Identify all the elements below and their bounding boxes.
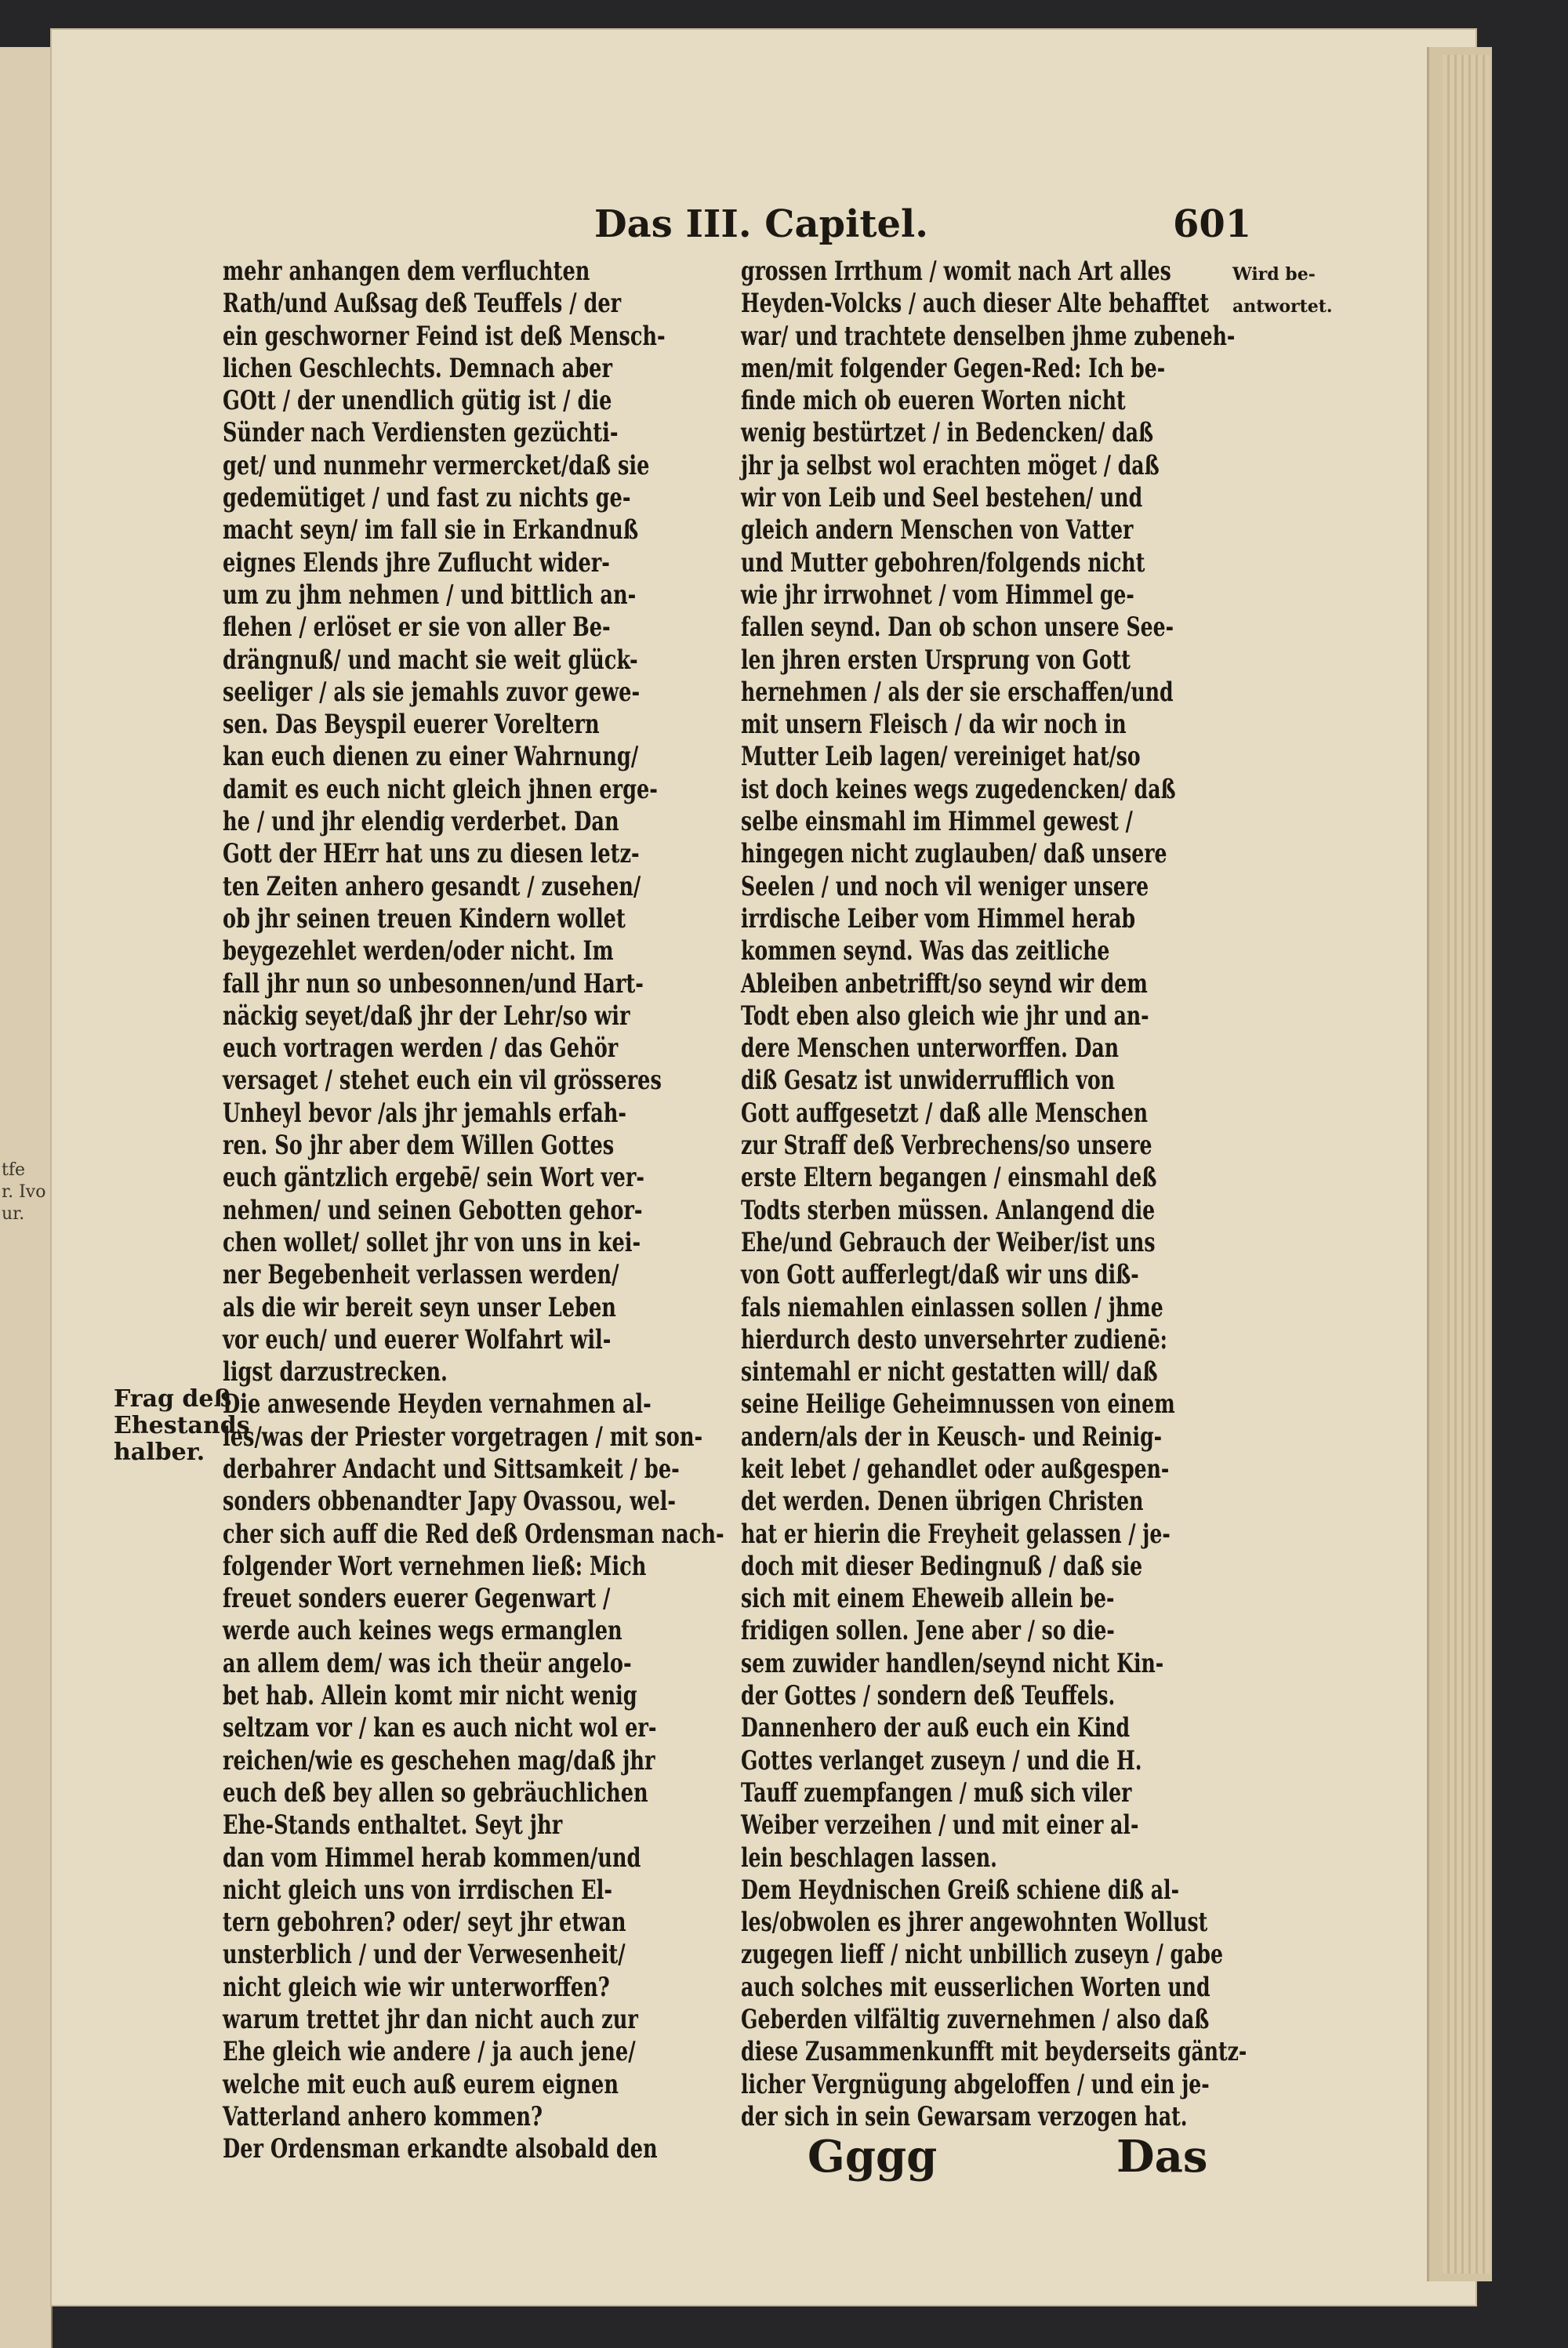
text-line: hierdurch desto unversehrter zudienē: xyxy=(741,1323,1167,1355)
text-line: eignes Elends jhre Zuflucht wider- xyxy=(223,546,610,578)
text-line: sich mit einem Eheweib allein be- xyxy=(741,1583,1115,1614)
text-line: fridigen sollen. Jene aber / so die- xyxy=(741,1615,1115,1646)
text-line: mit unsern Fleisch / da wir noch in xyxy=(741,709,1127,740)
text-line: diese Zusammenkunfft mit beyderseits gäntz- xyxy=(741,2036,1247,2067)
text-line: lein beschlagen lassen. xyxy=(741,1842,997,1873)
text-line: det werden. Denen übrigen Christen xyxy=(741,1486,1144,1517)
text-line: selbe einsmahl im Himmel gewest / xyxy=(741,806,1133,837)
text-line: Todt eben also gleich wie jhr und an- xyxy=(741,1000,1149,1031)
facing-page-edge xyxy=(0,47,53,2348)
text-line: Geberden vilfältig zuvernehmen / also daß xyxy=(741,2004,1210,2035)
text-line: keit lebet / gehandlet oder außgespen- xyxy=(741,1453,1170,1484)
text-line: nehmen/ und seinen Gebotten gehor- xyxy=(223,1194,643,1225)
text-line: der Gottes / sondern deß Teuffels. xyxy=(741,1680,1116,1711)
text-line: gedemütiget / und fast zu nichts ge- xyxy=(223,482,631,514)
signature-mark: Gggg xyxy=(808,2131,938,2183)
text-line: Mutter Leib lagen/ vereiniget hat/so xyxy=(741,741,1141,772)
page-number: 601 xyxy=(1173,202,1252,246)
facing-page-fragment: r. Ivo xyxy=(2,1182,46,1202)
text-line: grossen Irrthum / womit nach Art alles xyxy=(741,256,1171,286)
text-line: Heyden-Volcks / auch dieser Alte behafftet xyxy=(741,288,1210,319)
text-line: ob jhr seinen treuen Kindern wollet xyxy=(223,902,626,934)
text-line: len jhren ersten Ursprung von Gott xyxy=(741,644,1131,675)
text-line: damit es euch nicht gleich jhnen erge- xyxy=(223,773,658,804)
text-line: hat er hierin die Freyheit gelassen / je- xyxy=(741,1518,1171,1549)
text-line: näckig seyet/daß jhr der Lehr/so wir xyxy=(223,1000,630,1031)
text-line: irrdische Leiber vom Himmel herab xyxy=(741,902,1136,934)
text-line: auch solches mit eusserlichen Worten und xyxy=(741,1971,1210,2002)
text-line: kan euch dienen zu einer Wahrnung/ xyxy=(223,741,639,772)
text-line: Seelen / und noch vil weniger unsere xyxy=(741,870,1149,902)
right-marginal-note: antwortet. xyxy=(1232,296,1333,317)
text-line: sintemahl er nicht gestatten will/ daß xyxy=(741,1356,1158,1388)
catchword: Das xyxy=(1116,2131,1208,2183)
text-line: und Mutter gebohren/folgends nicht xyxy=(741,546,1145,578)
text-line: unsterblich / und der Verwesenheit/ xyxy=(223,1939,626,1970)
text-line: chen wollet/ sollet jhr von uns in kei- xyxy=(223,1226,641,1257)
text-line: les/obwolen es jhrer angewohnten Wollust xyxy=(741,1907,1208,1938)
text-line: wenig bestürtzet / in Bedencken/ daß xyxy=(741,417,1154,448)
text-line: macht seyn/ im fall sie in Erkandnuß xyxy=(223,514,639,546)
text-line: hernehmen / als der sie erschaffen/und xyxy=(741,676,1174,707)
text-line: ein geschworner Feind ist deß Mensch- xyxy=(223,320,666,351)
text-line: ligst darzustrecken. xyxy=(223,1356,448,1388)
text-line: Tauff zuempfangen / muß sich viler xyxy=(741,1776,1132,1808)
text-line: Ehe/und Gebrauch der Weiber/ist uns xyxy=(741,1226,1156,1257)
right-text-column xyxy=(741,255,1415,2132)
text-line: diß Gesatz ist unwiderrufflich von xyxy=(741,1065,1116,1096)
text-line: zugegen lieff / nicht unbillich zuseyn / gabe xyxy=(741,1939,1223,1970)
text-line: um zu jhm nehmen / und bittlich an- xyxy=(223,579,637,610)
text-line: werde auch keines wegs ermanglen xyxy=(223,1615,622,1646)
text-line: versaget / stehet euch ein vil grösseres xyxy=(223,1065,662,1096)
text-line: euch vortragen werden / das Gehör xyxy=(223,1032,619,1064)
facing-page-fragment: tfe xyxy=(2,1160,26,1180)
text-line: kommen seynd. Was das zeitliche xyxy=(741,935,1110,967)
text-line: war/ und trachtete denselben jhme zubeneh- xyxy=(741,320,1236,351)
text-line: Ableiben anbetrifft/so seynd wir dem xyxy=(741,967,1148,999)
text-line: nicht gleich uns von irrdischen El- xyxy=(223,1874,612,1905)
text-line: Der Ordensman erkandte alsobald den xyxy=(223,2133,658,2165)
text-line: finde mich ob eueren Worten nicht xyxy=(741,385,1126,416)
text-line: sen. Das Beyspil euerer Voreltern xyxy=(223,709,600,740)
text-line: Rath/und Außsag deß Teuffels / der xyxy=(223,288,622,319)
text-line: Todts sterben müssen. Anlangend die xyxy=(741,1194,1156,1225)
text-line: licher Vergnügung abgeloffen / und ein je- xyxy=(741,2068,1210,2099)
facing-page-fragment: ur. xyxy=(2,1204,25,1224)
text-line: fallen seynd. Dan ob schon unsere See- xyxy=(741,611,1174,643)
text-line: Gott der HErr hat uns zu diesen letz- xyxy=(223,838,640,869)
text-line: euch deß bey allen so gebräuchlichen xyxy=(223,1776,648,1808)
text-line: Weiber verzeihen / und mit einer al- xyxy=(741,1809,1139,1841)
text-line: seltzam vor / kan es auch nicht wol er- xyxy=(223,1712,657,1744)
page-stack-edge xyxy=(1443,55,1490,2274)
text-line: seeliger / als sie jemahls zuvor gewe- xyxy=(223,676,641,707)
text-line: Unheyl bevor /als jhr jemahls erfah- xyxy=(223,1097,626,1128)
text-line: reichen/wie es geschehen mag/daß jhr xyxy=(223,1744,655,1776)
text-line: dan vom Himmel herab kommen/und xyxy=(223,1842,641,1873)
text-line: folgender Wort vernehmen ließ: Mich xyxy=(223,1550,647,1581)
text-line: zur Straff deß Verbrechens/so unsere xyxy=(741,1130,1152,1161)
margin-line: Frag deß xyxy=(114,1385,232,1413)
text-line: welche mit euch auß eurem eignen xyxy=(223,2068,619,2099)
text-line: wir von Leib und Seel bestehen/ und xyxy=(741,482,1143,514)
text-line: ist doch keines wegs zugedencken/ daß xyxy=(741,773,1176,804)
text-line: euch gäntzlich ergebē/ sein Wort ver- xyxy=(223,1162,644,1193)
text-line: Vatterland anhero kommen? xyxy=(223,2100,543,2132)
text-line: cher sich auff die Red deß Ordensman nach- xyxy=(223,1518,724,1549)
text-line: der sich in sein Gewarsam verzogen hat. xyxy=(741,2100,1188,2132)
text-line: vor euch/ und euerer Wolfahrt wil- xyxy=(223,1323,612,1355)
text-line: fals niemahlen einlassen sollen / jhme xyxy=(741,1291,1163,1323)
text-line: freuet sonders euerer Gegenwart / xyxy=(223,1583,611,1614)
text-line: GOtt / der unendlich gütig ist / die xyxy=(223,385,612,416)
text-line: von Gott aufferlegt/daß wir uns diß- xyxy=(741,1259,1139,1290)
margin-line: Ehestands xyxy=(114,1412,250,1439)
chapter-heading: Das III. Capitel. xyxy=(594,202,928,246)
text-line: Gott auffgesetzt / daß alle Menschen xyxy=(741,1097,1148,1128)
text-line: drängnuß/ und macht sie weit glück- xyxy=(223,644,638,675)
text-line: Ehe-Stands enthaltet. Seyt jhr xyxy=(223,1809,563,1841)
text-line: andern/als der in Keusch- und Reinig- xyxy=(741,1421,1163,1452)
text-line: fall jhr nun so unbesonnen/und Hart- xyxy=(223,967,644,999)
text-line: beygezehlet werden/oder nicht. Im xyxy=(223,935,614,967)
text-line: Dem Heydnischen Greiß schiene diß al- xyxy=(741,1874,1180,1905)
text-line: hingegen nicht zuglauben/ daß unsere xyxy=(741,838,1167,869)
text-line: doch mit dieser Bedingnuß / daß sie xyxy=(741,1550,1143,1581)
text-line: Gottes verlanget zuseyn / und die H. xyxy=(741,1744,1142,1776)
text-line: ren. So jhr aber dem Willen Gottes xyxy=(223,1130,615,1161)
text-line: als die wir bereit seyn unser Leben xyxy=(223,1291,616,1323)
text-line: flehen / erlöset er sie von aller Be- xyxy=(223,611,611,643)
text-line: ten Zeiten anhero gesandt / zusehen/ xyxy=(223,870,641,902)
text-line: sem zuwider handlen/seynd nicht Kin- xyxy=(741,1647,1164,1678)
text-line: les/was der Priester vorgetragen / mit son- xyxy=(223,1421,703,1452)
text-line: Dannenhero der auß euch ein Kind xyxy=(741,1712,1131,1744)
text-line: jhr ja selbst wol erachten möget / daß xyxy=(741,449,1160,481)
right-marginal-note: Wird be- xyxy=(1232,264,1316,285)
text-line: erste Eltern begangen / einsmahl deß xyxy=(741,1162,1157,1193)
text-line: get/ und nunmehr vermercket/daß sie xyxy=(223,449,650,481)
text-line: he / und jhr elendig verderbet. Dan xyxy=(223,806,619,837)
text-line: ner Begebenheit verlassen werden/ xyxy=(223,1259,619,1290)
text-line: mehr anhangen dem verfluchten xyxy=(223,256,590,286)
text-line: Ehe gleich wie andere / ja auch jene/ xyxy=(223,2036,636,2067)
text-line: gleich andern Menschen von Vatter xyxy=(741,514,1134,546)
text-line: warum trettet jhr dan nicht auch zur xyxy=(223,2004,638,2035)
text-line: bet hab. Allein komt mir nicht wenig xyxy=(223,1680,637,1711)
text-line: Die anwesende Heyden vernahmen al- xyxy=(223,1388,652,1420)
text-line: sonders obbenandter Japy Ovassou, wel- xyxy=(223,1486,677,1517)
text-line: men/mit folgender Gegen-Red: Ich be- xyxy=(741,352,1166,383)
text-line: derbahrer Andacht und Sittsamkeit / be- xyxy=(223,1453,680,1484)
text-line: Sünder nach Verdiensten gezüchti- xyxy=(223,417,619,448)
text-line: tern gebohren? oder/ seyt jhr etwan xyxy=(223,1907,626,1938)
text-line: an allem dem/ was ich theür angelo- xyxy=(223,1647,632,1678)
text-line: seine Heilige Geheimnussen von einem xyxy=(741,1388,1175,1420)
margin-line: halber. xyxy=(114,1439,205,1466)
text-line: lichen Geschlechts. Demnach aber xyxy=(223,352,612,383)
text-line: dere Menschen unterworffen. Dan xyxy=(741,1032,1119,1064)
text-line: wie jhr irrwohnet / vom Himmel ge- xyxy=(741,579,1134,610)
text-line: nicht gleich wie wir unterworffen? xyxy=(223,1971,610,2002)
